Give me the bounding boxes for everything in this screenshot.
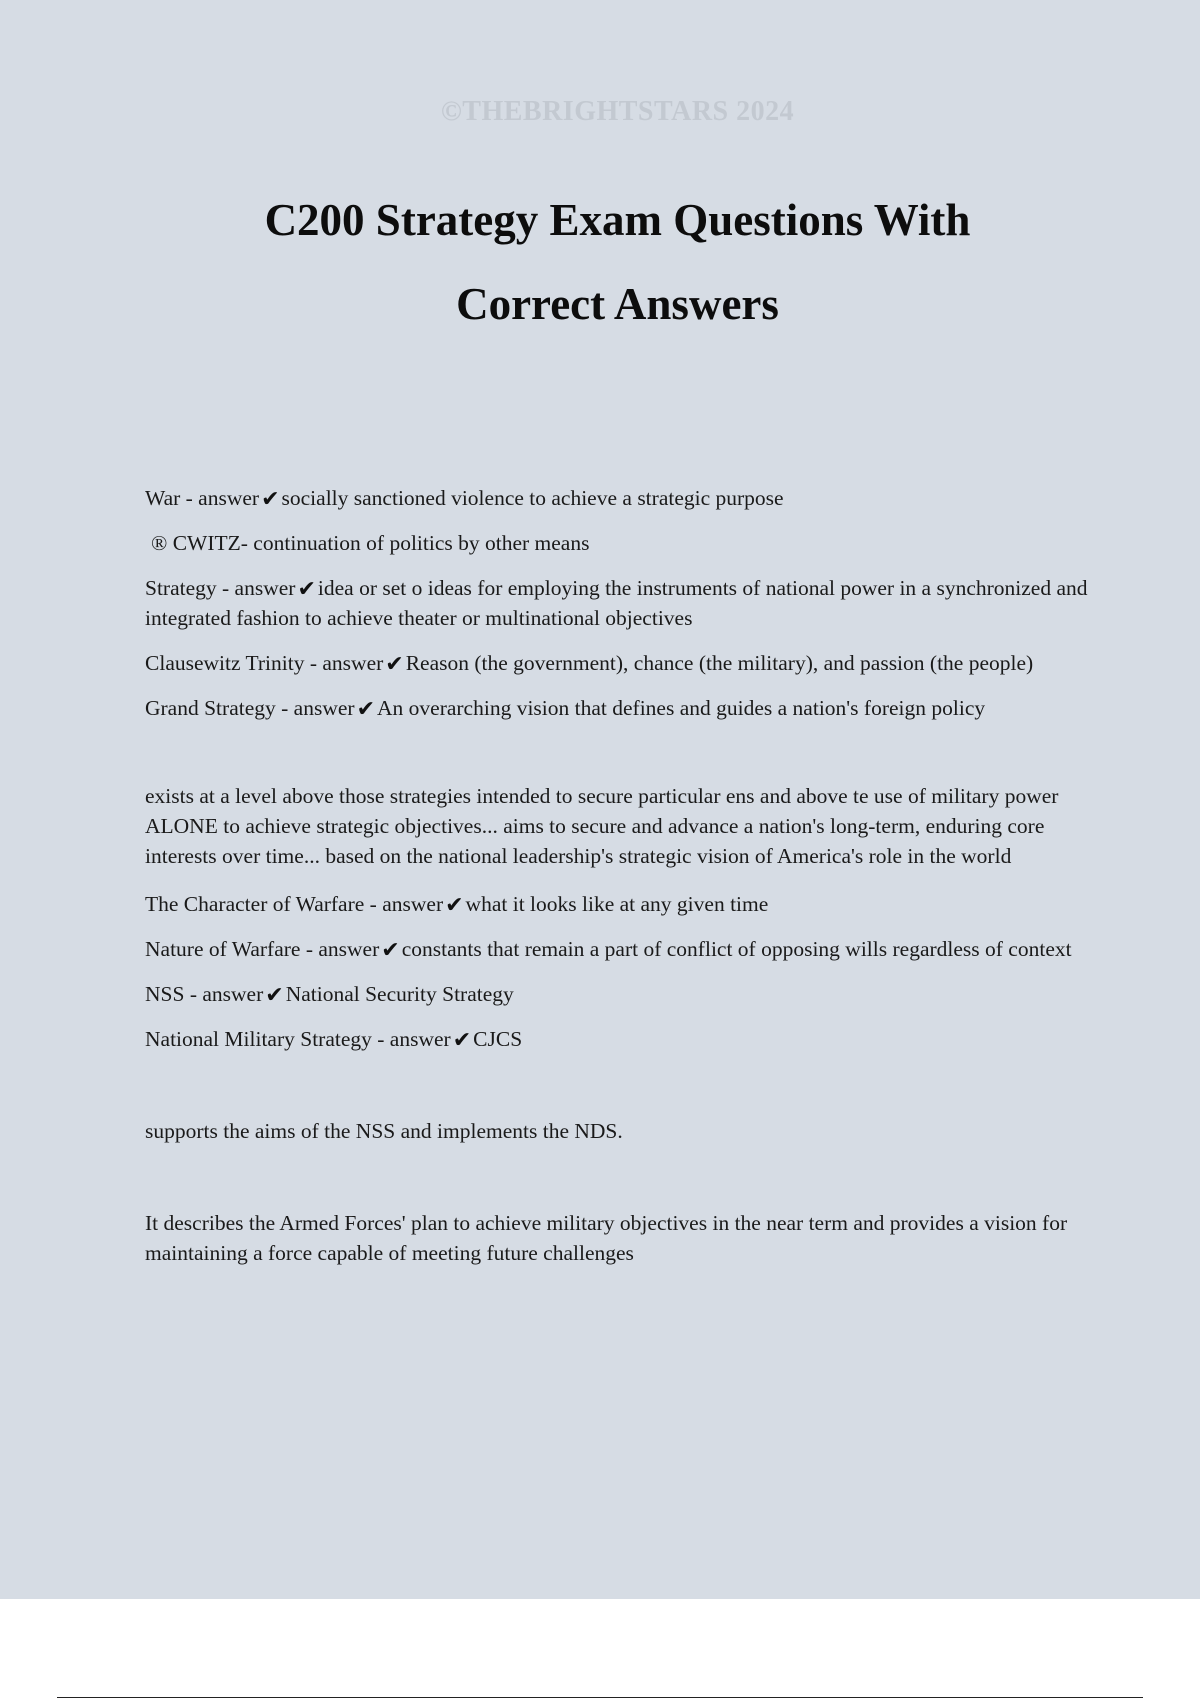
title-line-1: C200 Strategy Exam Questions With [264, 195, 971, 245]
term: War - answer [145, 486, 260, 510]
title-line-2: Correct Answers [456, 279, 779, 329]
footer-divider [57, 1697, 1143, 1698]
term: NSS - answer [145, 982, 264, 1006]
answer: socially sanctioned violence to achieve a strategic purpose [281, 486, 784, 510]
qa-entry [145, 889, 1090, 919]
term: Clausewitz Trinity - answer [145, 651, 384, 675]
check-icon: ✔ [261, 487, 280, 512]
qa-entry [145, 979, 1090, 1009]
paragraph: It describes the Armed Forces' plan to achieve military objectives in the near term and provides a vision for maintaining a force capable of meeting future challenges [145, 1211, 1068, 1265]
check-icon: ✔ [297, 577, 316, 602]
qa-entry [145, 1024, 1090, 1054]
check-icon: ✔ [356, 697, 375, 722]
answer: An overarching vision that defines and guides a nation's foreign policy [377, 696, 986, 720]
paragraph: exists at a level above those strategies intended to secure particular ens and above te use of military power ALONE to achieve strategic objectives... aims to secure and advance a nation's long-term, enduring core interests over time... based on the national leadership's strategic vision of America's role in the world [145, 784, 1059, 868]
answer: Reason (the government), chance (the military), and passion (the people) [405, 651, 1034, 675]
qa-entry [145, 693, 1090, 723]
check-icon: ✔ [445, 893, 464, 918]
note: ® CWITZ- continuation of politics by other means [151, 531, 590, 555]
term: Nature of Warfare - answer [145, 937, 380, 961]
term: Grand Strategy - answer [145, 696, 355, 720]
qa-content [145, 483, 1090, 1268]
term: National Military Strategy - answer [145, 1027, 451, 1051]
paragraph: supports the aims of the NSS and implements the NDS. [145, 1119, 623, 1143]
note-line [145, 528, 1090, 558]
answer: constants that remain a part of conflict of opposing wills regardless of context [401, 937, 1072, 961]
qa-entry [145, 934, 1090, 964]
check-icon: ✔ [265, 983, 284, 1008]
term: The Character of Warfare - answer [145, 892, 444, 916]
qa-entry [145, 648, 1090, 678]
qa-entry [145, 573, 1090, 633]
answer: idea or set o ideas for employing the instruments of national power in a synchronized and integrated fashion to achieve theater or multinational objectives [145, 576, 1088, 630]
check-icon: ✔ [452, 1028, 472, 1053]
watermark: ©THEBRIGHTSTARS 2024 [440, 96, 795, 127]
qa-entry [145, 483, 1090, 513]
term: Strategy - answer [145, 576, 296, 600]
check-icon: ✔ [381, 938, 400, 963]
check-icon: ✔ [385, 652, 404, 677]
page-title [0, 178, 1200, 346]
answer: CJCS [473, 1027, 523, 1051]
answer: National Security Strategy [285, 982, 514, 1006]
answer: what it looks like at any given time [465, 892, 769, 916]
